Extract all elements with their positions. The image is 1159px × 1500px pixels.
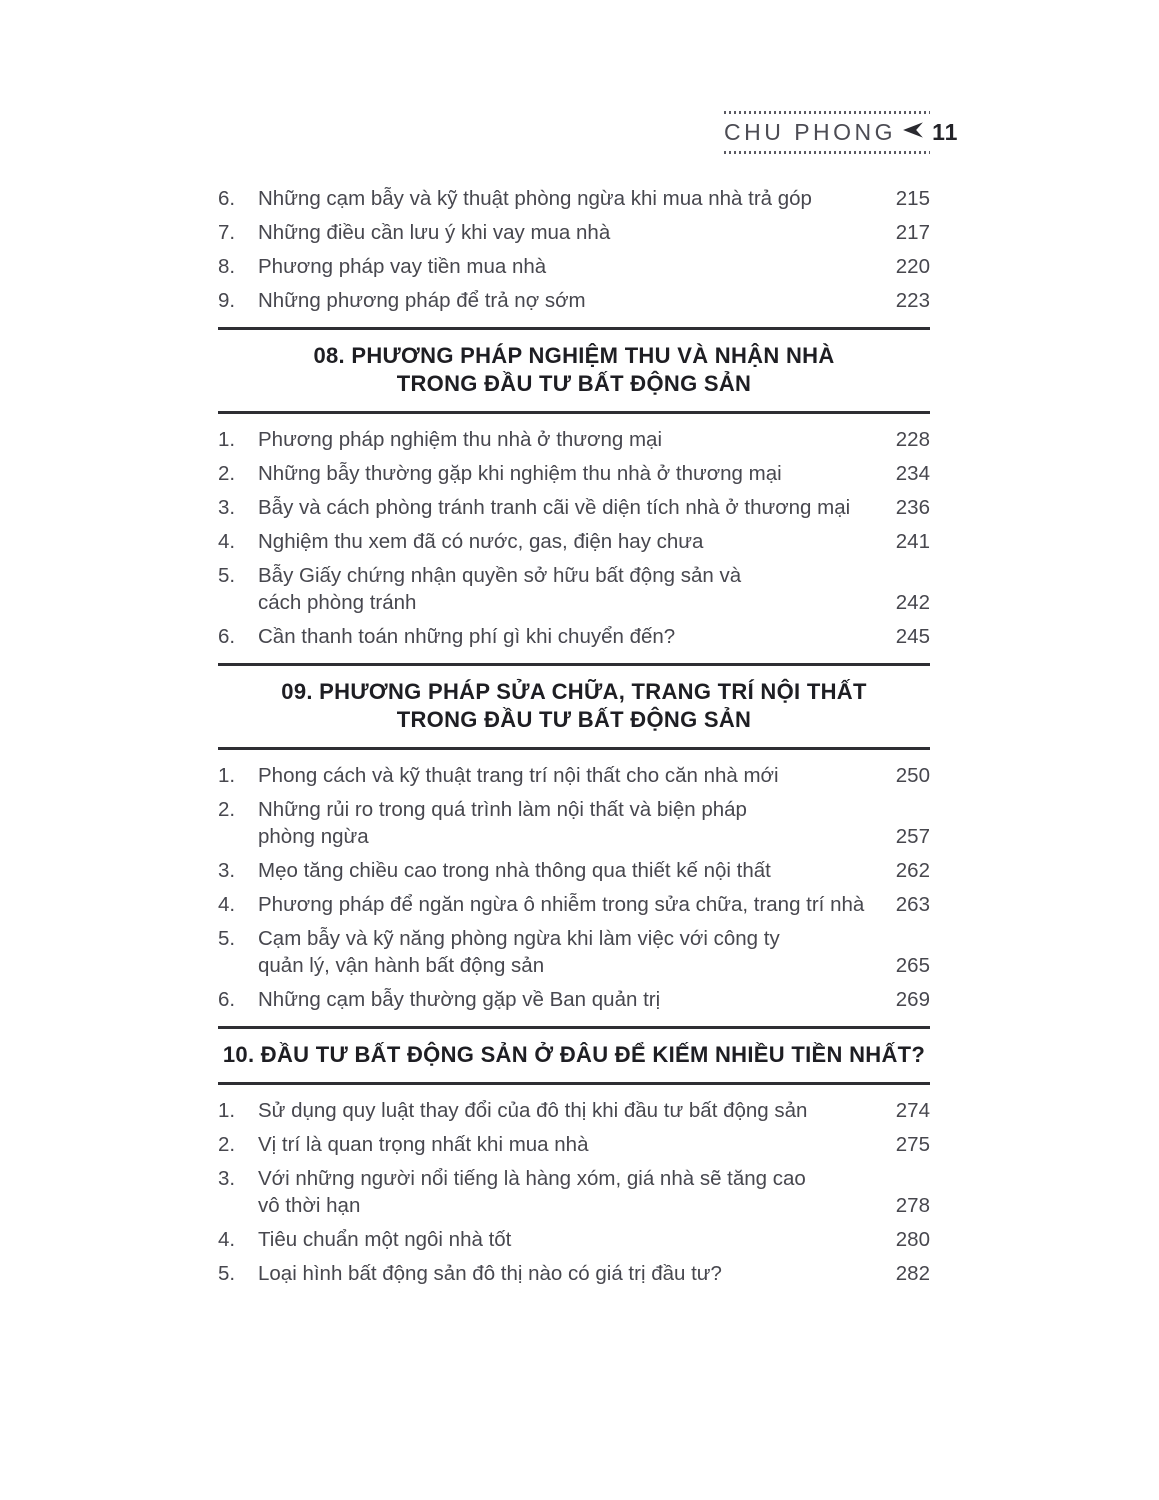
item-title: Tiêu chuẩn một ngôi nhà tốt [258,1228,512,1251]
item-number: 5. [218,927,236,950]
toc-item [218,219,930,246]
item-page-number: 274 [895,1099,930,1122]
toc-item [218,562,930,616]
item-page-number: 263 [895,893,930,916]
item-number: 8. [218,255,236,278]
paper-plane-icon [902,121,924,144]
item-number: 2. [218,1133,236,1156]
item-title: Với những người nổi tiếng là hàng xóm, giá nhà sẽ tăng cao vô thời hạn [258,1167,806,1217]
item-title: Những điều cần lưu ý khi vay mua nhà [258,221,611,244]
toc-item [218,857,930,884]
item-page-number: 241 [895,530,930,553]
toc-item [218,986,930,1013]
item-page-number: 257 [895,825,930,848]
item-page-number: 217 [895,221,930,244]
section-divider [218,1026,930,1029]
item-title: Phương pháp nghiệm thu nhà ở thương mại [258,428,662,451]
item-title: Những cạm bẫy thường gặp về Ban quản trị [258,988,661,1011]
item-page-number: 278 [895,1194,930,1217]
author-name: CHU PHONG [724,119,897,145]
toc-item [218,1260,930,1287]
toc-item [218,1097,930,1124]
item-title: Bẫy và cách phòng tránh tranh cãi về diện tích nhà ở thương mại [258,496,851,519]
item-page-number: 215 [895,187,930,210]
toc-item [218,925,930,979]
item-title: Mẹo tăng chiều cao trong nhà thông qua thiết kế nội thất [258,859,771,882]
item-page-number: 250 [895,764,930,787]
section-title: 09. PHƯƠNG PHÁP SỬA CHỮA, TRANG TRÍ NỘI THẤT TRONG ĐẦU TƯ BẤT ĐỘNG SẢN [281,679,867,732]
toc-item [218,528,930,555]
toc-item [218,460,930,487]
item-number: 2. [218,798,236,821]
item-title: Những phương pháp để trả nợ sớm [258,289,586,312]
section-divider [218,747,930,750]
running-header [218,111,959,154]
item-number: 6. [218,187,236,210]
running-header-inner [724,111,959,154]
section-divider [218,1082,930,1085]
item-page-number: 265 [895,954,930,977]
toc-item [218,762,930,789]
item-page-number: 242 [895,591,930,614]
item-title: Phương pháp để ngăn ngừa ô nhiễm trong sửa chữa, trang trí nhà [258,893,865,916]
item-title: Loại hình bất động sản đô thị nào có giá trị đầu tư? [258,1262,722,1285]
item-title: Nghiệm thu xem đã có nước, gas, điện hay chưa [258,530,704,553]
item-page-number: 269 [895,988,930,1011]
item-number: 1. [218,428,236,451]
section-title: 10. ĐẦU TƯ BẤT ĐỘNG SẢN Ở ĐÂU ĐỂ KIẾM NHIỀU TIỀN NHẤT? [222,1042,926,1067]
section-divider [218,411,930,414]
toc-item [218,1131,930,1158]
item-title: Sử dụng quy luật thay đổi của đô thị khi đầu tư bất động sản [258,1099,808,1122]
item-title: Những rủi ro trong quá trình làm nội thất và biện pháp phòng ngừa [258,798,747,848]
item-number: 2. [218,462,236,485]
item-page-number: 245 [895,625,930,648]
item-title: Những cạm bẫy và kỹ thuật phòng ngừa khi mua nhà trả góp [258,187,812,210]
toc-item [218,891,930,918]
item-page-number: 282 [895,1262,930,1285]
item-page-number: 228 [895,428,930,451]
item-title: Cạm bẫy và kỹ năng phòng ngừa khi làm việc với công ty quản lý, vận hành bất động sản [258,927,780,977]
item-number: 9. [218,289,236,312]
item-title: Phong cách và kỹ thuật trang trí nội thất cho căn nhà mới [258,764,779,787]
item-page-number: 280 [895,1228,930,1251]
item-number: 4. [218,893,236,916]
toc-item [218,253,930,280]
item-number: 6. [218,625,236,648]
header-row [724,114,959,151]
toc-item [218,287,930,314]
item-number: 7. [218,221,236,244]
page-number: 11 [932,119,959,145]
item-title: Vị trí là quan trọng nhất khi mua nhà [258,1133,589,1156]
item-page-number: 236 [895,496,930,519]
section-divider [218,327,930,330]
table-of-contents [218,185,930,1287]
item-page-number: 220 [895,255,930,278]
toc-item [218,494,930,521]
item-page-number: 275 [895,1133,930,1156]
item-number: 6. [218,988,236,1011]
header-rule-bottom [724,151,930,154]
item-title: Cần thanh toán những phí gì khi chuyển đến? [258,625,676,648]
toc-item [218,185,930,212]
toc-item [218,796,930,850]
toc-item [218,426,930,453]
item-number: 3. [218,859,236,882]
toc-item [218,1226,930,1253]
item-number: 4. [218,530,236,553]
section-title: 08. PHƯƠNG PHÁP NGHIỆM THU VÀ NHẬN NHÀ TRONG ĐẦU TƯ BẤT ĐỘNG SẢN [313,343,835,396]
item-title: Phương pháp vay tiền mua nhà [258,255,547,278]
item-page-number: 262 [895,859,930,882]
item-page-number: 223 [895,289,930,312]
item-number: 1. [218,764,236,787]
section-divider [218,663,930,666]
item-page-number: 234 [895,462,930,485]
item-title: Những bẫy thường gặp khi nghiệm thu nhà ở thương mại [258,462,782,485]
toc-item [218,1165,930,1219]
item-number: 3. [218,496,236,519]
item-number: 1. [218,1099,236,1122]
item-number: 3. [218,1167,236,1190]
item-title: Bẫy Giấy chứng nhận quyền sở hữu bất động sản và cách phòng tránh [258,564,742,614]
toc-item [218,623,930,650]
item-number: 5. [218,1262,236,1285]
item-number: 4. [218,1228,236,1251]
item-number: 5. [218,564,236,587]
